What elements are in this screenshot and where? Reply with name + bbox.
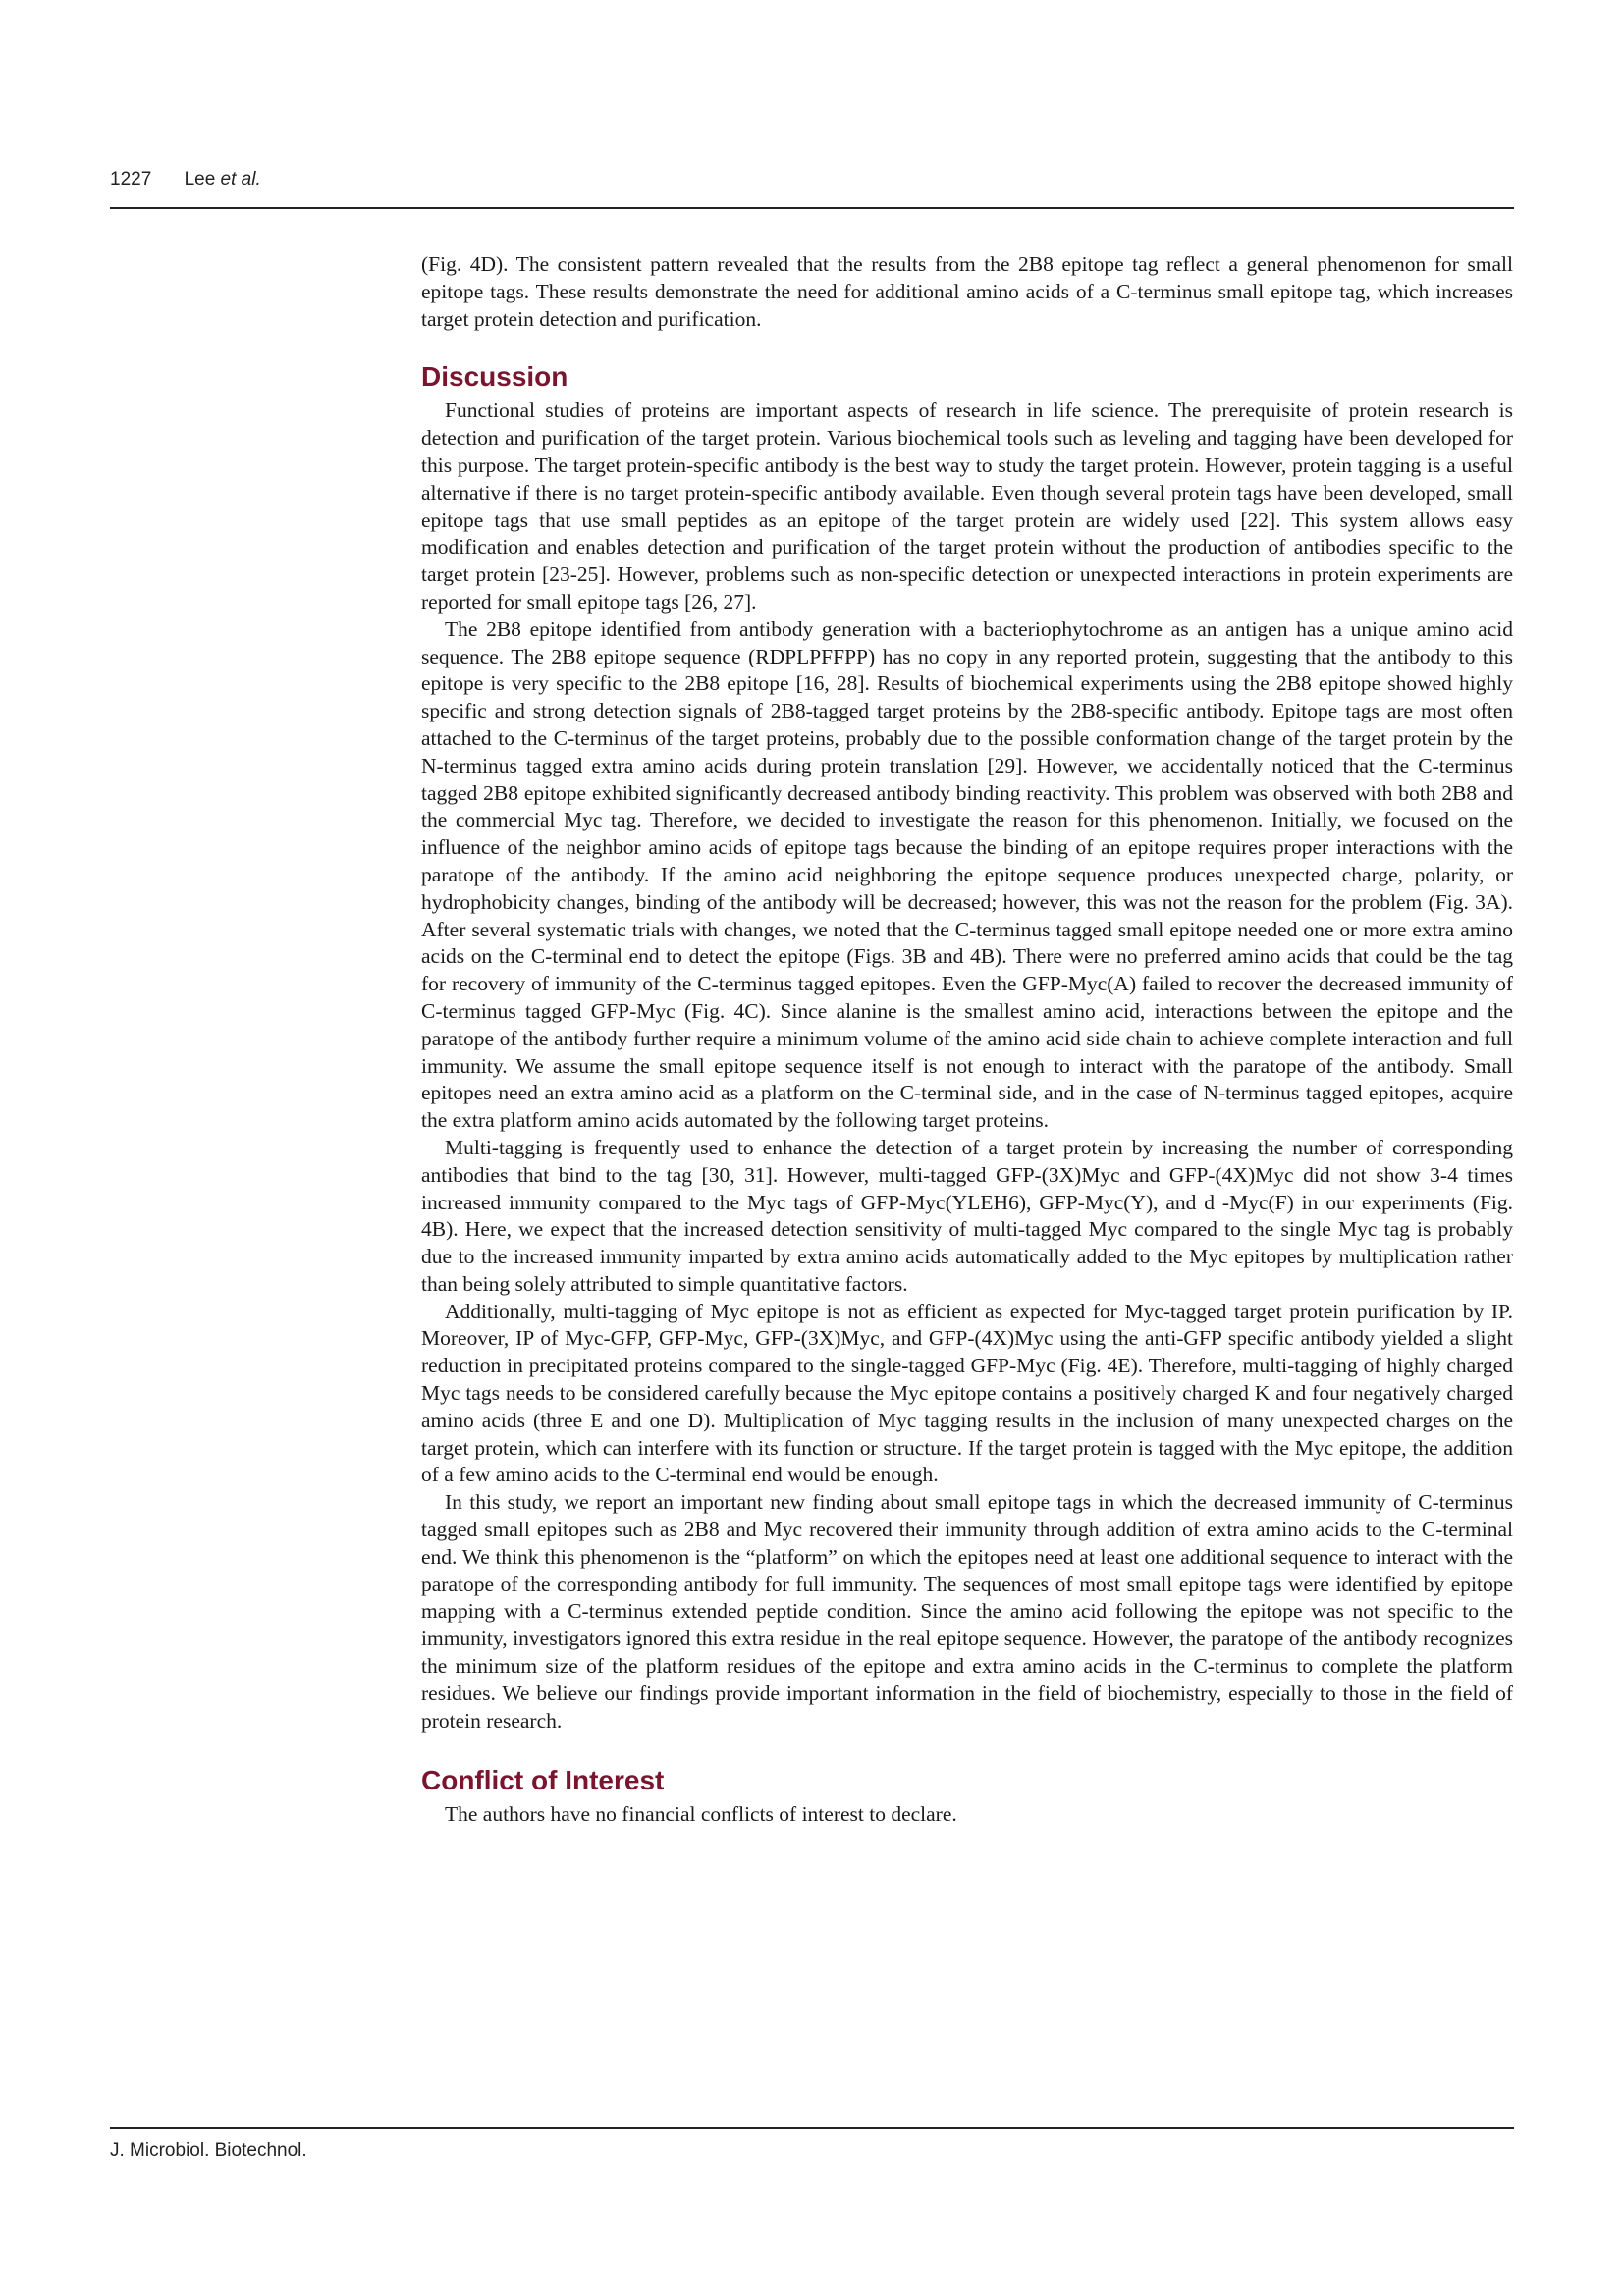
discussion-paragraph-5: In this study, we report an important new finding about small epitope tags in which the decreased immunity of C-terminus tagged small epitopes such as 2B8 and Myc recovered their immunity through addition of extra amino acids to the C-terminal end. We think this phenomenon is the “platform” on which the epitopes need at least one additional sequence to interact with the paratope of the corresponding antibody for full immunity. The sequences of most small epitope tags were identified by epitope mapping with a C-terminus extended peptide condition. Since the amino acid following the epitope was not specific to the immunity, investigators ignored this extra residue in the real epitope sequence. However, the paratope of the antibody recognizes the minimum size of the platform residues of the epitope and extra amino acids in the C-terminus to complete the platform residues. We believe our findings provide important information in the field of biochemistry, especially to those in the field of protein research.: [421, 1490, 1513, 1733]
discussion-heading: Discussion: [421, 361, 568, 393]
continued-paragraph: (Fig. 4D). The consistent pattern revealed that the results from the 2B8 epitope tag reflect a general phenomenon for small epitope tags. These results demonstrate the need for additional amino acids of a C-terminus small epitope tag, which increases target protein detection and purification.: [421, 252, 1513, 331]
journal-footer: J. Microbiol. Biotechnol.: [110, 2140, 307, 2161]
discussion-paragraph-4: Additionally, multi-tagging of Myc epitope is not as efficient as expected for Myc-tagged target protein purification by IP. Moreover, IP of Myc-GFP, GFP-Myc, GFP-(3X)Myc, and GFP-(4X)Myc using the anti-GFP specific antibody yielded a slight reduction in precipitated proteins compared to the single-tagged GFP-Myc (Fig. 4E). Therefore, multi-tagging of highly charged Myc tags needs to be considered carefully because the Myc epitope contains a positively charged K and four negatively charged amino acids (three E and one D). Multiplication of Myc tagging results in the inclusion of many unexpected charges on the target protein, which can interfere with its function or structure. If the target protein is tagged with the Myc epitope, the addition of a few amino acids to the C-terminal end would be enough.: [421, 1299, 1513, 1487]
footer-rule: [110, 2127, 1514, 2129]
conflict-paragraph: The authors have no financial conflicts of interest to declare.: [445, 1802, 957, 1827]
discussion-paragraph-2: The 2B8 epitope identified from antibody generation with a bacteriophytochrome as an antigen has a unique amino acid sequence. The 2B8 epitope sequence (RDPLPFFPP) has no copy in any reported protein, suggesting that the antibody to this epitope is very specific to the 2B8 epitope [16, 28]. Results of biochemical experiments using the 2B8 epitope showed highly specific and strong detection signals of 2B8-tagged target proteins by the 2B8-specific antibody. Epitope tags are most often attached to the C-terminus of the target proteins, probably due to the possible conformation change of the target protein by the N-terminus tagged extra amino acids during protein translation [29]. However, we accidentally noticed that the C-terminus tagged 2B8 epitope exhibited significantly decreased antibody binding reactivity. This problem was observed with both 2B8 and the commercial Myc tag. Therefore, we decided to investigate the reason for this phenomenon. Initially, we focused on the influence of the neighbor amino acids of epitope tags because the binding of an epitope requires proper interactions with the paratope of the antibody. If the amino acid neighboring the epitope sequence produces unexpected charge, polarity, or hydrophobicity changes, binding of the antibody will be decreased; however, this was not the reason for the problem (Fig. 3A). After several systematic trials with changes, we noted that the C-terminus tagged small epitope needed one or more extra amino acids on the C-terminal end to detect the epitope (Figs. 3B and 4B). There were no preferred amino acids that could be the tag for recovery of immunity of the C-terminus tagged epitopes. Even the GFP-Myc(A) failed to recover the decreased immunity of C-terminus tagged GFP-Myc (Fig. 4C). Since alanine is the smallest amino acid, interactions between the epitope and the paratope of the antibody further require a minimum volume of the amino acid side chain to achieve complete interaction and full immunity. We assume the small epitope sequence itself is not enough to interact with the paratope of the antibody. Small epitopes need an extra amino acid as a platform on the C-terminal side, and in the case of N-terminus tagged epitopes, acquire the extra platform amino acids automated by the following target proteins.: [421, 616, 1513, 1133]
page-number: 1227: [110, 169, 152, 189]
discussion-paragraph-3: Multi-tagging is frequently used to enhance the detection of a target protein by increasing the number of corresponding antibodies that bind to the tag [30, 31]. However, multi-tagged GFP-(3X)Myc and GFP-(4X)Myc did not show 3-4 times increased immunity compared to the Myc tags of GFP-Myc(YLEH6), GFP-Myc(Y), and d -Myc(F) in our experiments (Fig. 4B). Here, we expect that the increased detection sensitivity of multi-tagged Myc compared to the single Myc tag is probably due to the increased immunity imparted by extra amino acids automatically added to the Myc epitopes by multiplication rather than being solely attributed to simple quantitative factors.: [421, 1135, 1513, 1296]
article-body: [421, 251, 1513, 1829]
running-header: [110, 169, 1514, 208]
running-author: [185, 169, 261, 189]
conflict-heading: Conflict of Interest: [421, 1765, 665, 1796]
author-etal: et al.: [220, 169, 261, 189]
discussion-paragraph-1: Functional studies of proteins are important aspects of research in life science. The prerequisite of protein research is detection and purification of the target protein. Various biochemical tools such as leveling and tagging have been developed for this purpose. The target protein-specific antibody is the best way to study the target protein. However, protein tagging is a useful alternative if there is no target protein-specific antibody available. Even though several protein tags have been developed, small epitope tags that use small peptides as an epitope of the target protein are widely used [22]. This system allows easy modification and enables detection and purification of the target protein without the production of antibodies specific to the target protein [23-25]. However, problems such as non-specific detection or unexpected interactions in protein experiments are reported for small epitope tags [26, 27].: [421, 399, 1513, 614]
author-name: Lee: [184, 169, 221, 189]
header-rule: [110, 207, 1514, 209]
